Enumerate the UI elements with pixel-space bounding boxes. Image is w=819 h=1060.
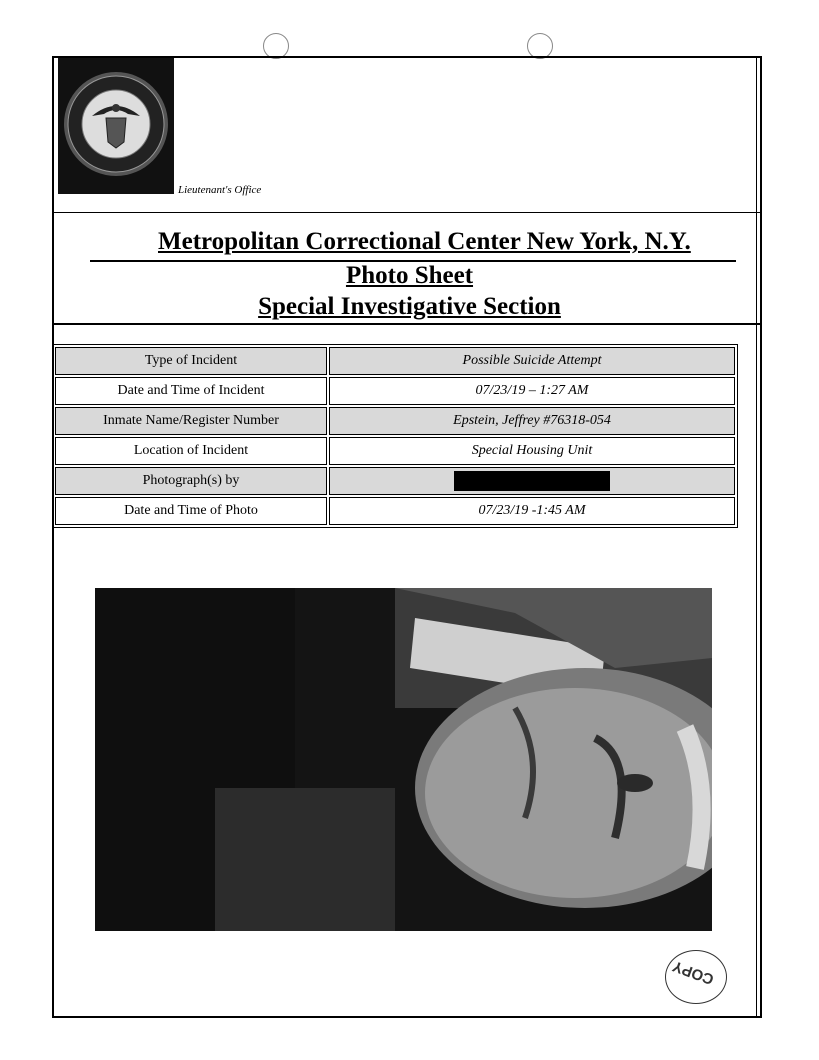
copy-stamp-text: COPY <box>670 957 717 988</box>
row-label: Date and Time of Photo <box>55 497 327 525</box>
row-label: Photograph(s) by <box>55 467 327 495</box>
table-row <box>55 407 735 435</box>
section-title: Special Investigative Section <box>258 293 561 320</box>
table-row <box>55 347 735 375</box>
redaction-bar <box>454 471 610 491</box>
row-value: Possible Suicide Attempt <box>329 347 735 375</box>
title-divider <box>52 323 762 325</box>
row-label: Type of Incident <box>55 347 327 375</box>
table-row <box>55 467 735 495</box>
header-divider <box>52 212 762 213</box>
photo-sheet-title: Photo Sheet <box>345 262 474 289</box>
row-value-redacted <box>329 467 735 495</box>
table-row <box>55 377 735 405</box>
row-label: Inmate Name/Register Number <box>55 407 327 435</box>
incident-info-table <box>52 344 738 528</box>
incident-photo <box>95 588 712 931</box>
row-value: Epstein, Jeffrey #76318-054 <box>329 407 735 435</box>
facility-title: Metropolitan Correctional Center New York, N.Y. <box>158 228 691 255</box>
row-value: Special Housing Unit <box>329 437 735 465</box>
table-row <box>55 497 735 525</box>
row-label: Date and Time of Incident <box>55 377 327 405</box>
frame-inner-line <box>756 56 757 1018</box>
row-value: 07/23/19 – 1:27 AM <box>329 377 735 405</box>
row-value: 07/23/19 -1:45 AM <box>329 497 735 525</box>
doj-seal-logo <box>58 58 174 194</box>
office-label: Lieutenant's Office <box>178 184 262 196</box>
table-row <box>55 437 735 465</box>
row-label: Location of Incident <box>55 437 327 465</box>
